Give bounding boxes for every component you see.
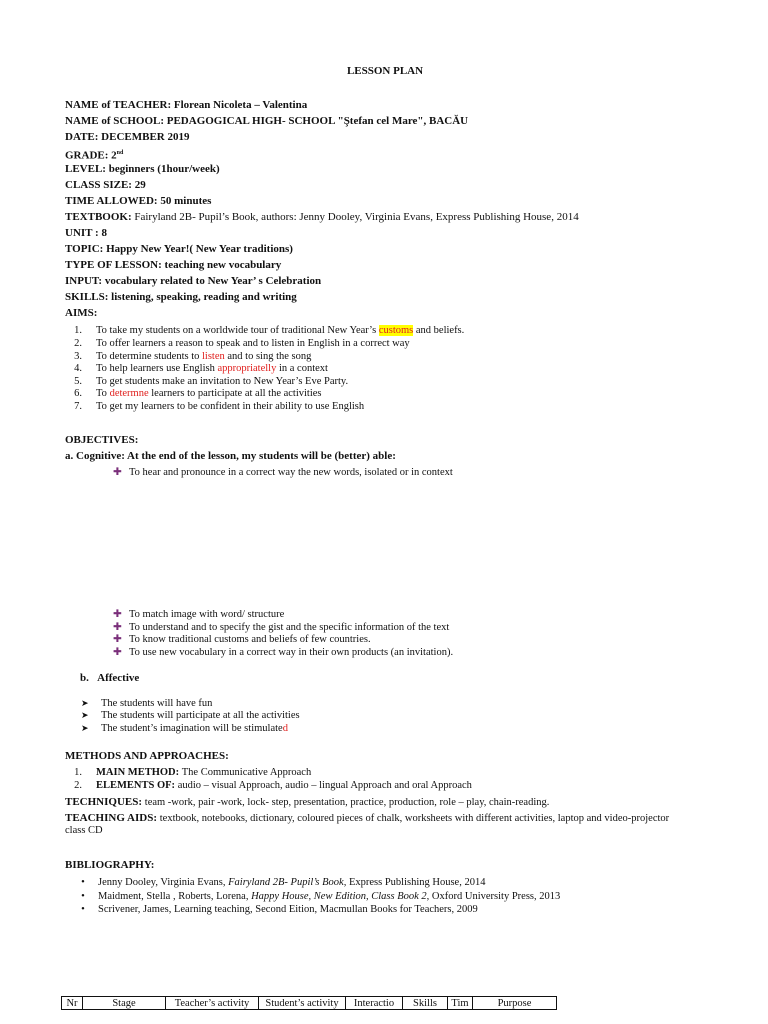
level-value: beginners (1hour/week) bbox=[108, 163, 220, 175]
bibliography-item: • Jenny Dooley, Virginia Evans, Fairyland 2B- Pupil’s Book, Express Publishing House, 2014 bbox=[76, 876, 485, 889]
skills-line bbox=[65, 290, 297, 304]
topic-line bbox=[65, 242, 293, 256]
teacher-line bbox=[65, 98, 307, 112]
dot-bullet-icon: • bbox=[81, 904, 85, 915]
teaching-aids-line-2: class CD bbox=[65, 825, 103, 836]
class-size-label: CLASS SIZE: bbox=[65, 179, 135, 191]
skills-value: listening, speaking, reading and writing bbox=[111, 291, 297, 303]
affective-item: ➤ The student’s imagination will be stimulated bbox=[81, 723, 288, 734]
arrow-bullet-icon: ➤ bbox=[81, 710, 89, 720]
time-value: 50 minutes bbox=[160, 195, 212, 207]
plus-arrow-icon: ✚ bbox=[113, 467, 122, 478]
plus-arrow-icon: ✚ bbox=[113, 634, 122, 645]
teacher-label: NAME of TEACHER: bbox=[65, 99, 174, 111]
plus-arrow-icon: ✚ bbox=[113, 622, 122, 633]
plus-arrow-icon: ✚ bbox=[113, 647, 122, 658]
textbook-line bbox=[65, 210, 579, 224]
unit-label: UNIT : bbox=[65, 227, 102, 239]
methods-heading: METHODS AND APPROACHES: bbox=[65, 750, 229, 762]
table-header-cell: Interactio bbox=[346, 997, 403, 1010]
type-value: teaching new vocabulary bbox=[164, 259, 282, 271]
table-header-row bbox=[62, 997, 557, 1010]
table-header-cell: Teacher’s activity bbox=[166, 997, 259, 1010]
table-header-cell: Tim bbox=[448, 997, 473, 1010]
class-size-value: 29 bbox=[134, 179, 146, 191]
table-header-cell: Student’s activity bbox=[259, 997, 346, 1010]
input-label: INPUT: bbox=[65, 275, 105, 287]
unit-value: 8 bbox=[101, 227, 107, 239]
method-item: 2. ELEMENTS OF: audio – visual Approach, audio – lingual Approach and oral Approach bbox=[74, 780, 472, 791]
cognitive-item: ✚ To know traditional customs and beliefs of few countries. bbox=[113, 634, 371, 645]
table-header-cell: Nr bbox=[62, 997, 83, 1010]
date-line bbox=[65, 130, 189, 144]
aims-heading: AIMS: bbox=[65, 307, 98, 319]
grade-value: 2 bbox=[111, 149, 117, 162]
aim-item: 6. To determne learners to participate at all the activities bbox=[74, 388, 322, 399]
bibliography-item: • Maidment, Stella , Roberts, Lorena, Happy House, New Edition, Class Book 2, Oxford University Press, 2013 bbox=[76, 890, 560, 903]
textbook-label: TEXTBOOK: bbox=[65, 211, 135, 223]
input-value: vocabulary related to New Year’ s Celebration bbox=[104, 275, 322, 287]
teacher-value: Florean Nicoleta – Valentina bbox=[173, 99, 308, 111]
table-header-cell: Stage bbox=[83, 997, 166, 1010]
table-header-cell: Skills bbox=[403, 997, 448, 1010]
teaching-aids-line: TEACHING AIDS: textbook, notebooks, dictionary, coloured pieces of chalk, worksheets with different activities, laptop and video-projector bbox=[65, 812, 670, 824]
input-line bbox=[65, 274, 321, 288]
page-title: LESSON PLAN bbox=[346, 65, 424, 77]
school-value: PEDAGOGICAL HIGH- SCHOOL "Ştefan cel Mare", BACĂU bbox=[166, 115, 469, 127]
class-size-line bbox=[65, 178, 146, 192]
topic-label: TOPIC: bbox=[65, 243, 107, 255]
method-item: 1. MAIN METHOD: The Communicative Approach bbox=[74, 767, 312, 778]
aim-item: 5. To get students make an invitation to New Year’s Eve Party. bbox=[74, 376, 349, 387]
arrow-bullet-icon: ➤ bbox=[81, 698, 89, 708]
aim-item: 3. To determine students to listen and to sing the song bbox=[74, 351, 312, 362]
grade-line bbox=[65, 146, 123, 163]
time-label: TIME ALLOWED: bbox=[65, 195, 161, 207]
skills-label: SKILLS: bbox=[65, 291, 112, 303]
level-line bbox=[65, 162, 220, 176]
date-value: DECEMBER 2019 bbox=[101, 131, 190, 143]
grade-suffix: nd bbox=[116, 150, 124, 156]
bibliography-heading: BIBLIOGRAPHY: bbox=[65, 859, 155, 871]
type-line bbox=[65, 258, 281, 272]
level-label: LEVEL: bbox=[65, 163, 109, 175]
affective-item: ➤ The students will participate at all the activities bbox=[81, 710, 300, 721]
school-line bbox=[65, 114, 468, 128]
date-label: DATE: bbox=[65, 131, 102, 143]
grade-label: GRADE: bbox=[65, 149, 112, 162]
unit-line bbox=[65, 226, 107, 240]
cognitive-item: ✚ To match image with word/ structure bbox=[113, 609, 285, 620]
plus-arrow-icon: ✚ bbox=[113, 609, 122, 620]
objectives-heading: OBJECTIVES: bbox=[65, 434, 139, 446]
type-label: TYPE OF LESSON: bbox=[65, 259, 165, 271]
affective-item: ➤ The students will have fun bbox=[81, 698, 213, 709]
affective-heading: b. Affective bbox=[80, 672, 140, 684]
bibliography-item: • Scrivener, James, Learning teaching, Second Eition, Macmullan Books for Teachers, 2009 bbox=[76, 903, 478, 916]
table-header-cell: Purpose bbox=[473, 997, 557, 1010]
cognitive-heading: a. Cognitive: At the end of the lesson, my students will be (better) able: bbox=[65, 450, 396, 462]
aim-item: 2. To offer learners a reason to speak and to listen in English in a correct way bbox=[74, 338, 410, 349]
techniques-line: TECHNIQUES: team -work, pair -work, lock- step, presentation, practice, production, role – play, chain-reading. bbox=[65, 796, 550, 808]
time-line bbox=[65, 194, 211, 208]
topic-value: Happy New Year!( New Year traditions) bbox=[106, 243, 293, 255]
school-label: NAME of SCHOOL: bbox=[65, 115, 167, 127]
aim-item: 4. To help learners use English appropriatelly in a context bbox=[74, 363, 328, 374]
cognitive-item: ✚ To use new vocabulary in a correct way in their own products (an invitation). bbox=[113, 647, 454, 658]
lesson-stages-table bbox=[61, 996, 557, 1010]
aim-item: 1. To take my students on a worldwide tour of traditional New Year’s customs and beliefs. bbox=[74, 325, 465, 336]
cognitive-item: ✚ To understand and to specify the gist and the specific information of the text bbox=[113, 622, 450, 633]
dot-bullet-icon: • bbox=[81, 877, 85, 888]
arrow-bullet-icon: ➤ bbox=[81, 723, 89, 733]
aim-item: 7. To get my learners to be confident in their ability to use English bbox=[74, 401, 365, 412]
dot-bullet-icon: • bbox=[81, 891, 85, 902]
cognitive-item: ✚ To hear and pronounce in a correct way the new words, isolated or in context bbox=[113, 467, 453, 478]
textbook-value: Fairyland 2B- Pupil’s Book, authors: Jenny Dooley, Virginia Evans, Express Publishing House, 2014 bbox=[134, 211, 579, 223]
